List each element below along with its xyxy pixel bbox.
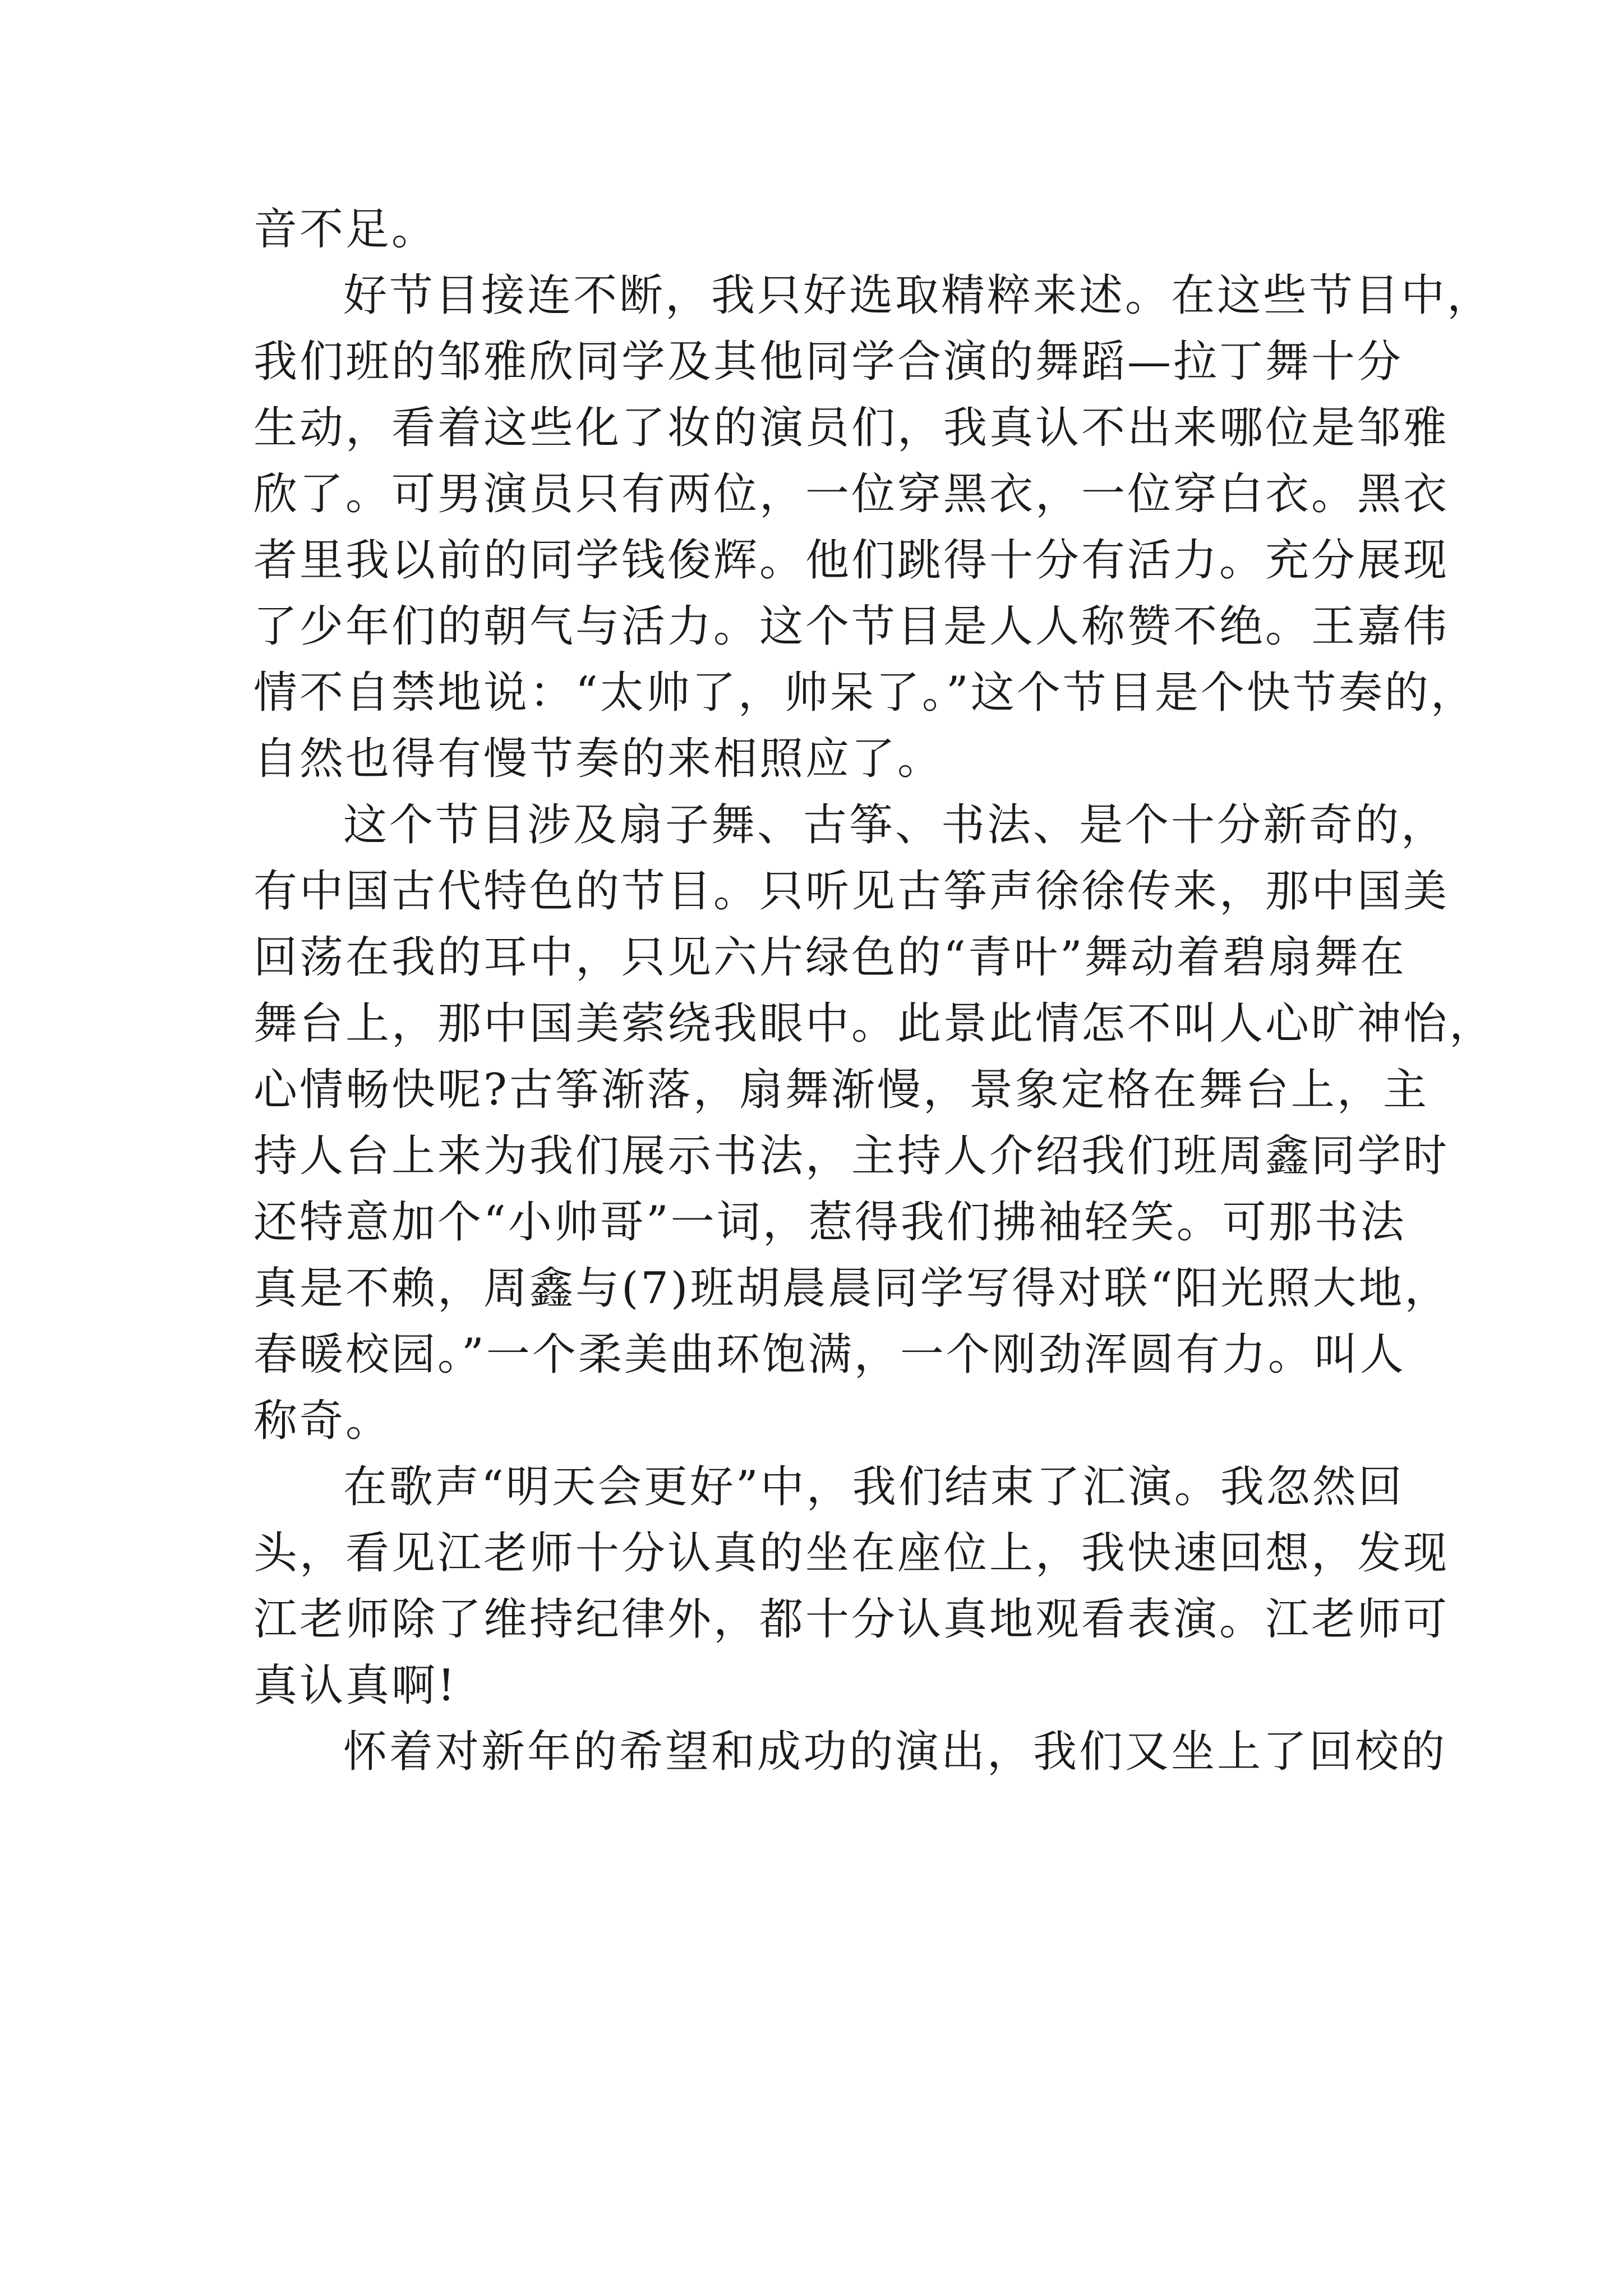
text-line: 有中国古代特色的节目。只听见古筝声徐徐传来，那中国美 <box>253 866 1450 917</box>
text-line: 音不足。 <box>253 204 438 255</box>
text-line: 回荡在我的耳中，只见六片绿色的“青叶”舞动着碧扇舞在 <box>253 932 1407 983</box>
text-line: 自然也得有慢节奏的来相照应了。 <box>253 734 944 784</box>
text-line: 舞台上，那中国美萦绕我眼中。此景此情怎不叫人心旷神怡， <box>253 999 1496 1049</box>
text-line: 生动，看着这些化了妆的演员们，我真认不出来哪位是邹雅 <box>253 403 1450 453</box>
text-line: 我们班的邹雅欣同学及其他同学合演的舞蹈—拉丁舞十分 <box>253 337 1404 387</box>
text-line: 称奇。 <box>253 1396 392 1446</box>
body-text <box>253 196 1496 1785</box>
paragraph-start: 在歌声“明天会更好”中，我们结束了汇演。我忽然回 <box>343 1462 1404 1512</box>
text-line: 情不自禁地说：“太帅了，帅呆了。”这个节目是个快节奏的， <box>253 668 1477 718</box>
text-line: 了少年们的朝气与活力。这个节目是人人称赞不绝。王嘉伟 <box>253 601 1450 652</box>
text-line: 心情畅快呢?古筝渐落，扇舞渐慢，景象定格在舞台上，主 <box>253 1065 1429 1115</box>
paragraph-start: 怀着对新年的希望和成功的演出，我们又坐上了回校的 <box>343 1727 1447 1777</box>
text-line: 欣了。可男演员只有两位，一位穿黑衣，一位穿白衣。黑衣 <box>253 469 1450 519</box>
text-line: 江老师除了维持纪律外，都十分认真地观看表演。江老师可 <box>253 1594 1450 1645</box>
text-line: 者里我以前的同学钱俊辉。他们跳得十分有活力。充分展现 <box>253 535 1450 586</box>
text-line: 还特意加个“小帅哥”一词，惹得我们拂袖轻笑。可那书法 <box>253 1197 1407 1248</box>
paragraph-start: 这个节目涉及扇子舞、古筝、书法、是个十分新奇的， <box>343 800 1447 850</box>
text-line: 真认真啊! <box>253 1660 458 1711</box>
text-line: 头，看见江老师十分认真的坐在座位上，我快速回想，发现 <box>253 1528 1450 1579</box>
text-line: 持人台上来为我们展示书法，主持人介绍我们班周鑫同学时 <box>253 1131 1450 1181</box>
text-line: 真是不赖，周鑫与(7)班胡晨晨同学写得对联“阳光照大地， <box>253 1263 1451 1314</box>
paragraph-start: 好节目接连不断，我只好选取精粹来述。在这些节目中， <box>343 270 1493 321</box>
text-line: 春暖校园。”一个柔美曲环饱满，一个刚劲浑圆有力。叫人 <box>253 1329 1406 1380</box>
